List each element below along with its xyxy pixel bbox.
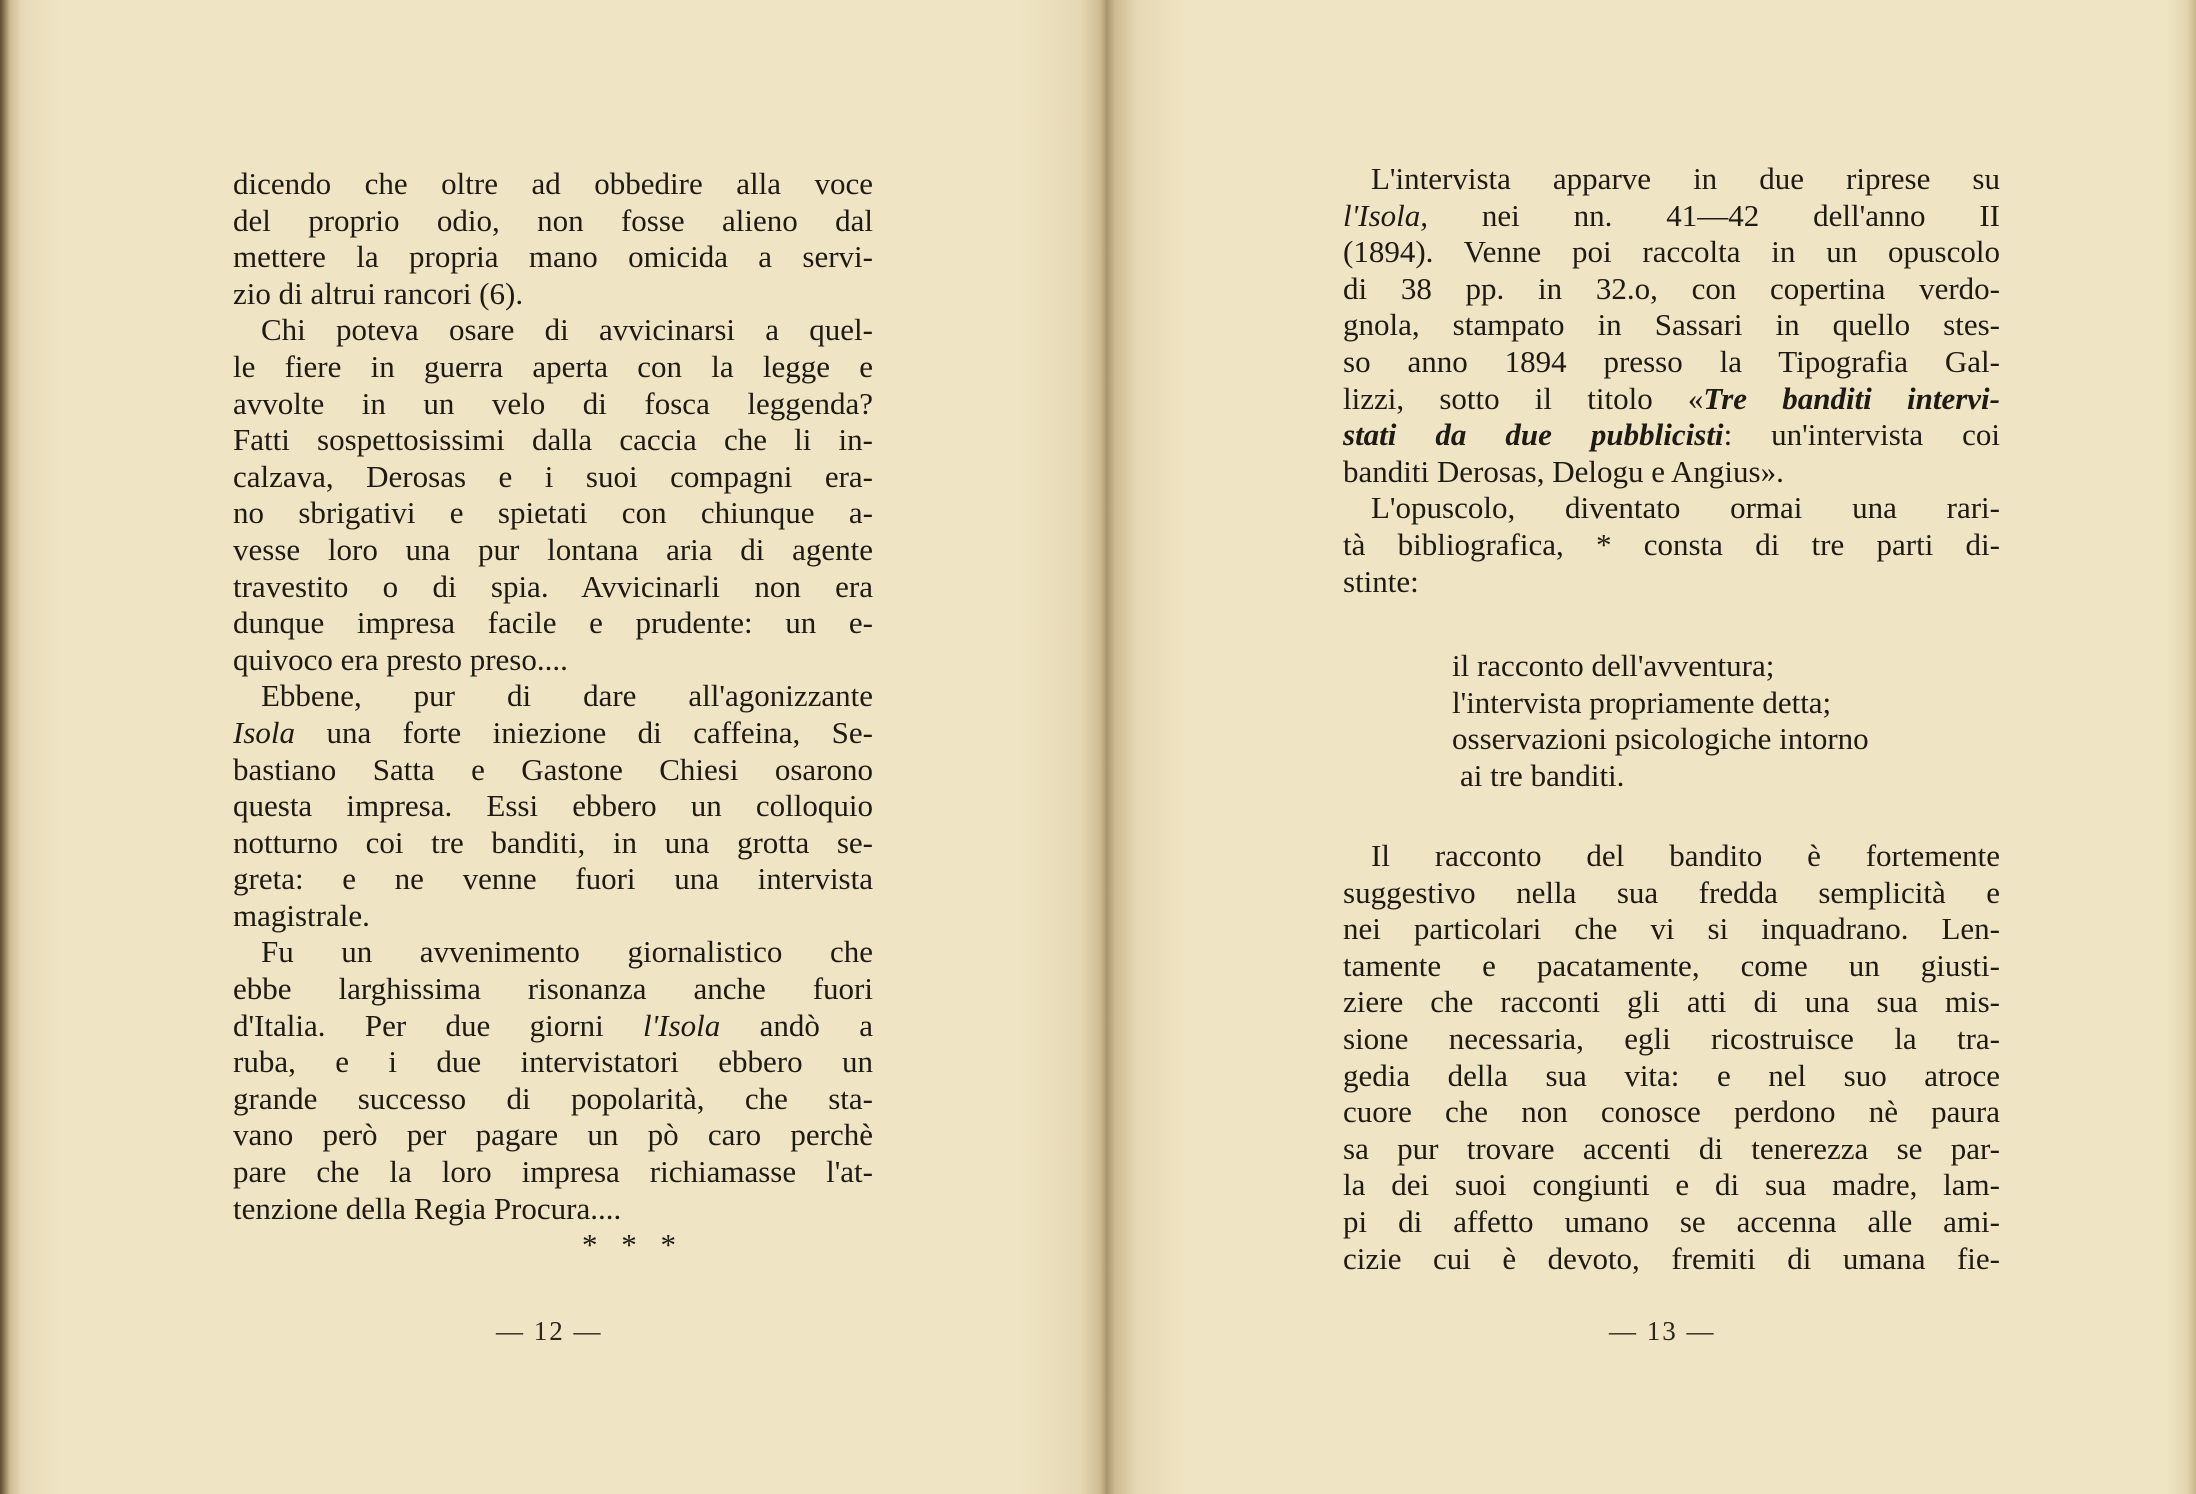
text-line: pare che la loro impresa richiamasse l'at- — [233, 1154, 873, 1190]
text-line: greta: e ne venne fuori una intervista — [233, 861, 873, 897]
text-line: L'intervista apparve in due riprese su — [1371, 161, 2000, 196]
right-page-body-top — [1343, 161, 2000, 600]
right-page — [1107, 0, 2196, 1494]
text-line — [1343, 381, 2000, 418]
text-line: calzava, Derosas e i suoi compagni era- — [233, 458, 873, 494]
text-line: cuore che non conosce perdono nè paura — [1343, 1094, 2000, 1130]
text-line — [1343, 417, 2000, 454]
text-line — [233, 1008, 873, 1045]
text-line: dunque impresa facile e prudente: un e- — [233, 605, 873, 641]
text-line: tenzione della Regia Procura.... — [233, 1190, 622, 1226]
text-line: ruba, e i due intervistatori ebbero un — [233, 1044, 873, 1080]
text-line: avvolte in un velo di fosca leggenda? — [233, 385, 873, 421]
text-line: Ebbene, pur di dare all'agonizzante — [261, 678, 873, 714]
text-line: quivoco era presto preso.... — [233, 641, 568, 677]
text-line: cizie cui è devoto, fremiti di umana fie- — [1343, 1240, 2000, 1276]
text-line: tamente e pacatamente, come un giusti- — [1343, 947, 2000, 983]
text-line: mettere la propria mano omicida a servi- — [233, 239, 873, 275]
text-line: sione necessaria, egli ricostruisce la tra- — [1343, 1020, 2000, 1056]
text-line: banditi Derosas, Delogu e Angius». — [1343, 453, 1784, 489]
text-line: suggestivo nella sua fredda semplicità e — [1343, 874, 2000, 910]
list-item: l'intervista propriamente detta; — [1452, 684, 1832, 720]
line-segment: una forte iniezione di caffeina, Se- — [295, 714, 873, 750]
line-segment: : un'intervista coi — [1723, 417, 2001, 453]
text-line: gedia della sua vita: e nel suo atroce — [1343, 1057, 2000, 1093]
text-line: sa pur trovare accenti di tenerezza se par- — [1343, 1130, 2000, 1166]
text-line — [233, 715, 873, 752]
text-line: la dei suoi congiunti e di sua madre, lam- — [1343, 1167, 2000, 1203]
line-segment: andò a — [720, 1007, 873, 1043]
text-line: di 38 pp. in 32.o, con copertina verdo- — [1343, 270, 2000, 306]
line-segment: nei nn. 41—42 dell'anno II — [1428, 197, 2000, 233]
list-item: osservazioni psicologiche intorno — [1452, 721, 1869, 757]
text-line: Fu un avvenimento giornalistico che — [261, 934, 873, 970]
right-page-body-bottom — [1343, 838, 2000, 1277]
line-segment: d'Italia. Per due giorni — [233, 1007, 644, 1043]
text-line: so anno 1894 presso la Tipografia Gal- — [1343, 343, 2000, 379]
text-line: dicendo che oltre ad obbedire alla voce — [233, 166, 873, 201]
text-line: stinte: — [1343, 563, 1419, 599]
text-line: Fatti sospettosissimi dalla caccia che li in- — [233, 422, 873, 458]
text-line: Chi poteva osare di avvicinarsi a quel- — [261, 312, 873, 348]
text-line: vano però per pagare un pò caro perchè — [233, 1117, 873, 1153]
text-line — [1343, 198, 2000, 235]
text-line: vesse loro una pur lontana aria di agente — [233, 531, 873, 567]
text-line: zio di altrui rancori (6). — [233, 275, 524, 311]
text-line: nei particolari che vi si inquadrano. Len- — [1343, 911, 2000, 947]
text-line: tà bibliografica, * consta di tre parti di- — [1343, 526, 2000, 562]
text-line: magistrale. — [233, 897, 370, 933]
right-page-list — [1452, 648, 2012, 794]
text-line: del proprio odio, non fosse alieno dal — [233, 202, 873, 238]
text-line: L'opuscolo, diventato ormai una rari- — [1371, 490, 2000, 526]
left-page-number: — 12 — — [496, 1316, 603, 1346]
text-line: grande successo di popolarità, che sta- — [233, 1080, 873, 1116]
text-line: le fiere in guerra aperta con la legge e — [233, 348, 873, 384]
italic-title: Isola — [233, 714, 295, 750]
text-line: ziere che racconti gli atti di una sua mis- — [1343, 984, 2000, 1020]
italic-title: l'Isola — [643, 1007, 721, 1043]
bold-italic-title: Tre banditi intervi- — [1703, 380, 2000, 416]
text-line: ebbe larghissima risonanza anche fuori — [233, 971, 873, 1007]
left-page-body — [233, 166, 873, 1263]
text-line: Il racconto del bandito è fortemente — [1371, 838, 2000, 873]
text-line: pi di affetto umano se accenna alle ami- — [1343, 1203, 2000, 1239]
list-item: il racconto dell'avventura; — [1452, 648, 1775, 683]
line-segment: lizzi, sotto il titolo « — [1343, 380, 1704, 416]
list-item: ai tre banditi. — [1460, 757, 1625, 793]
bold-italic-title: stati da due pubblicisti — [1343, 417, 1724, 453]
text-line: bastiano Satta e Gastone Chiesi osarono — [233, 751, 873, 787]
text-line: gnola, stampato in Sassari in quello stes- — [1343, 307, 2000, 343]
section-break-stars: * * * — [582, 1227, 684, 1263]
text-line: questa impresa. Essi ebbero un colloquio — [233, 788, 873, 824]
text-line: no sbrigativi e spietati con chiunque a- — [233, 495, 873, 531]
text-line: notturno coi tre banditi, in una grotta se- — [233, 824, 873, 860]
text-line: travestito o di spia. Avvicinarli non era — [233, 568, 873, 604]
right-page-number: — 13 — — [1609, 1316, 1716, 1346]
italic-title: l'Isola, — [1343, 197, 1428, 233]
text-line: (1894). Venne poi raccolta in un opuscolo — [1343, 234, 2000, 270]
